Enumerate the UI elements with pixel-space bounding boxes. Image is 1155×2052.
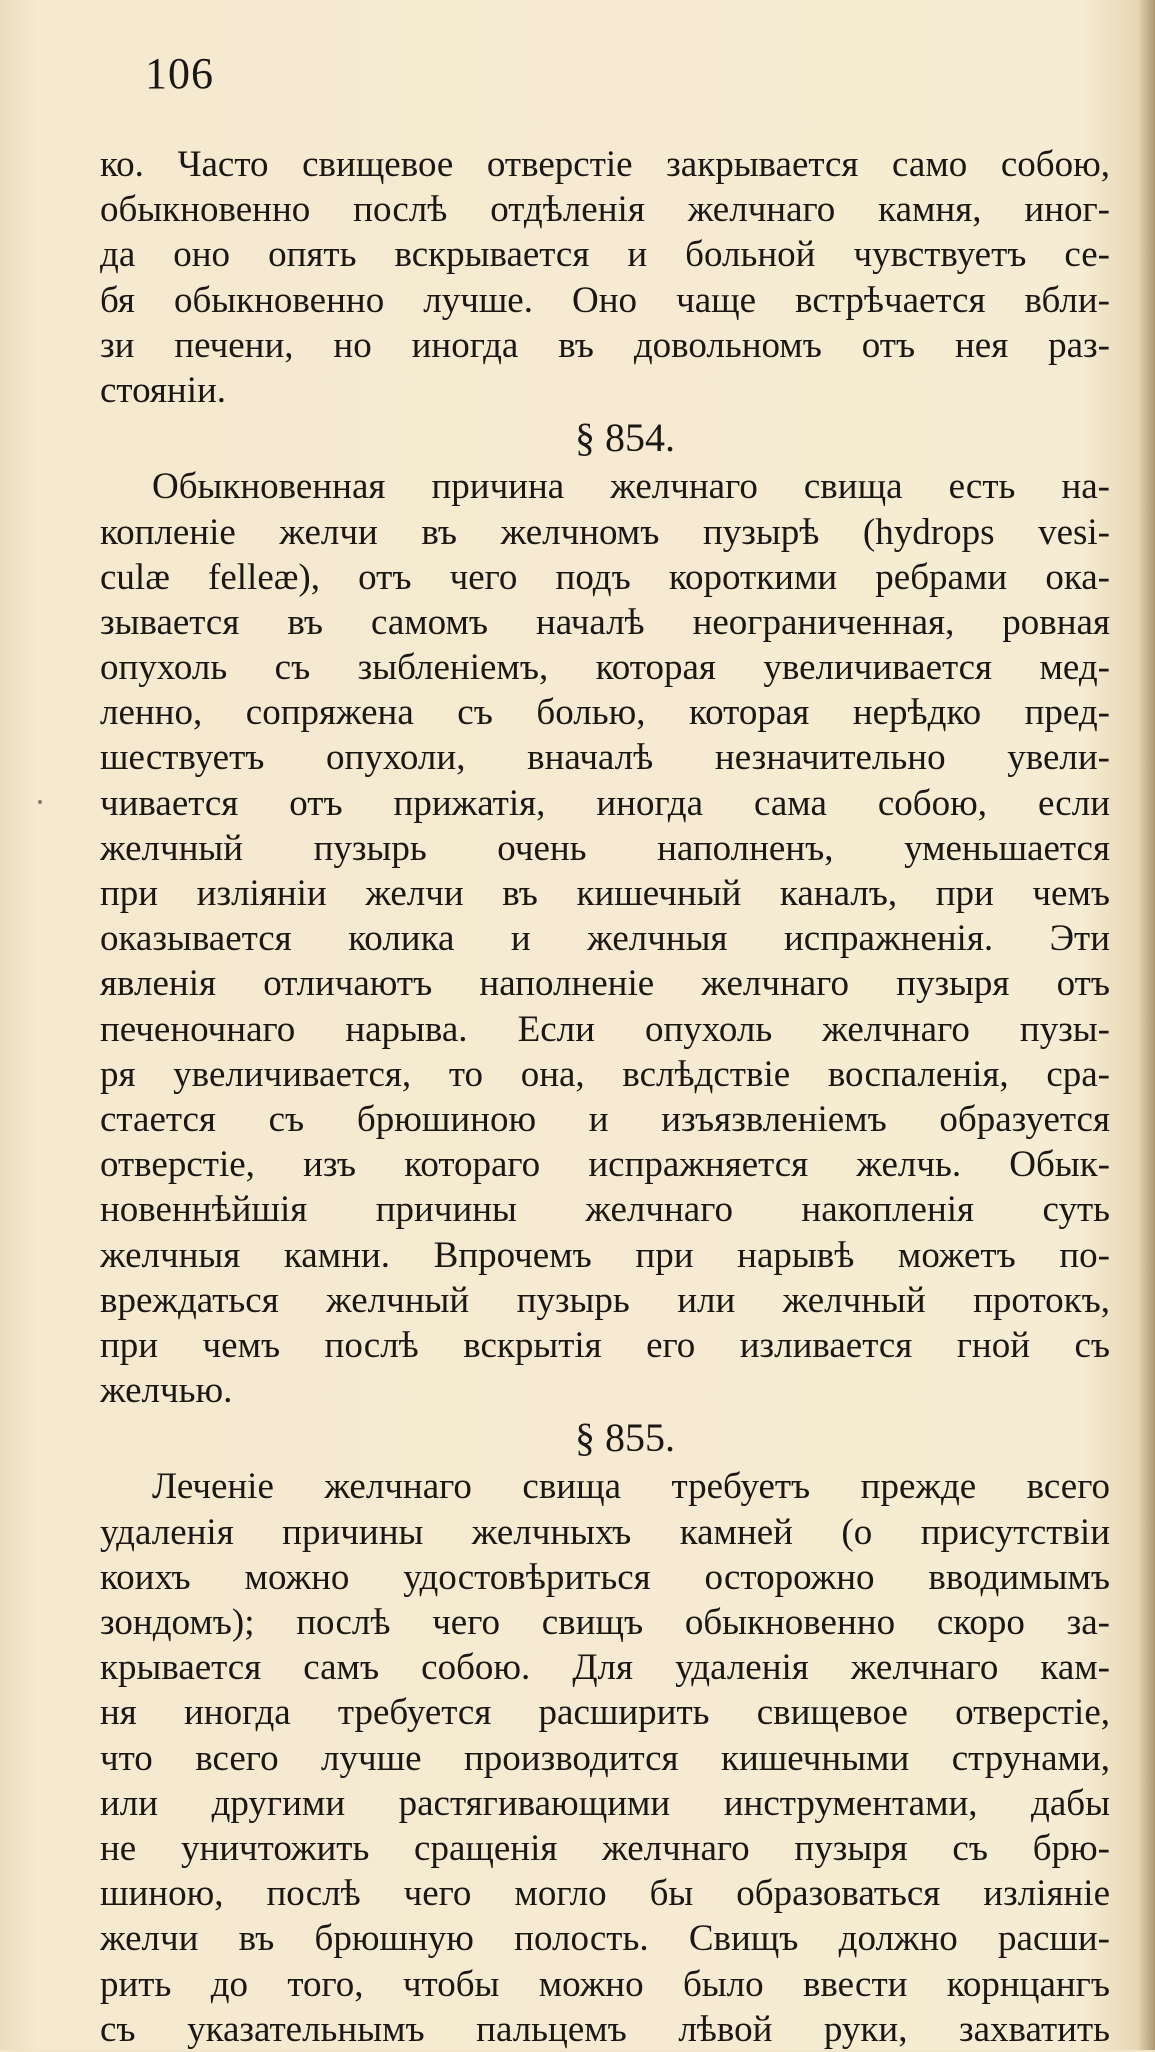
text-line: зывается въ самомъ началѣ неограниченная, ровная [100,601,1110,643]
text-line: culæ felleæ), отъ чего подъ короткими ребрами ока- [100,556,1110,598]
text-line: явленія отличаютъ наполненіе желчнаго пузыря отъ [100,963,1110,1005]
text-line: ря увеличивается, то она, вслѣдствіе воспаленія, сра- [100,1053,1110,1095]
section-heading-854: § 854. [575,415,675,461]
page-number: 106 [145,49,214,98]
text-line: зи печени, но иногда въ довольномъ отъ нея раз- [100,324,1110,366]
text-line: удаленія причины желчныхъ камней (о присутствіи [100,1511,1110,1553]
text-line: печеночнаго нарыва. Если опухоль желчнаго пузы- [100,1008,1110,1050]
text-line: обыкновенно послѣ отдѣленія желчнаго камня, иног- [100,189,1110,231]
text-line: съ указательнымъ пальцемъ лѣвой руки, захватить [100,2008,1110,2050]
section-855-paragraph [100,1464,1110,2051]
text-line: оказывается колика и желчныя испражненія. Эти [100,918,1110,960]
text-line: Леченіе желчнаго свища требуетъ прежде всего [152,1466,1110,1508]
text-line: стается съ брюшиною и изъязвленіемъ образуется [100,1098,1110,1140]
text-line: крывается самъ собою. Для удаленія желчнаго кам- [100,1647,1110,1689]
text-line: желчный пузырь очень наполненъ, уменьшается [100,827,1110,869]
text-line: или другими растягивающими инструментами, дабы [100,1782,1110,1824]
text-line: да оно опять вскрывается и больной чувствуетъ се- [100,234,1110,276]
text-line: зондомъ); послѣ чего свищъ обыкновенно скоро за- [100,1602,1110,1643]
text-line: Обыкновенная причина желчнаго свища есть на- [152,466,1110,508]
section-heading-855: § 855. [575,1415,675,1461]
text-line: чивается отъ прижатія, иногда сама собою, если [100,782,1110,824]
text-line: желчныя камни. Впрочемъ при нарывѣ можетъ по- [100,1234,1110,1276]
text-line: рить до того, чтобы можно было ввести корнцангъ [100,1963,1110,2005]
text-line: желчью. [100,1370,233,1412]
text-line: не уничтожить сращенія желчнаго пузыря съ брю- [100,1827,1110,1869]
page-body [100,142,1110,2052]
text-line: шиною, послѣ чего могло бы образоваться изліяніе [100,1873,1110,1915]
text-line: коихъ можно удостовѣриться осторожно вводимымъ [100,1556,1110,1598]
section-854-paragraph [100,464,1110,1413]
text-line: отверстіе, изъ котораго испражняется желчь. Обык- [100,1144,1110,1186]
text-line: бя обыкновенно лучше. Оно чаще встрѣчается вбли- [100,279,1110,321]
text-line: ня иногда требуется расширить свищевое отверстіе, [100,1692,1110,1734]
text-line: опухоль съ зыбленіемъ, которая увеличивается мед- [100,647,1110,689]
text-line: желчи въ брюшную полость. Свищъ должно расши- [100,1918,1110,1960]
text-line: стояніи. [100,369,227,411]
text-line: при чемъ послѣ вскрытія его изливается гной съ [100,1324,1110,1366]
text-line: при изліяніи желчи въ кишечный каналъ, при чемъ [100,873,1110,914]
text-line: ко. Часто свищевое отверстіе закрывается само собою, [100,144,1110,185]
page-edge-shadow [1137,0,1155,2050]
text-line: вреждаться желчный пузырь или желчный протокъ, [100,1279,1110,1321]
text-line: что всего лучше производится кишечными струнами, [100,1737,1110,1779]
text-line: новеннѣйшія причины желчнаго накопленія суть [100,1189,1110,1231]
paper-speck [38,800,42,804]
intro-paragraph [100,142,1110,413]
text-line: копленіе желчи въ желчномъ пузырѣ (hydrops vesi- [100,511,1110,553]
text-line: шествуетъ опухоли, вначалѣ незначительно увели- [100,737,1110,779]
text-line: ленно, сопряжена съ болью, которая нерѣдко пред- [100,692,1110,734]
